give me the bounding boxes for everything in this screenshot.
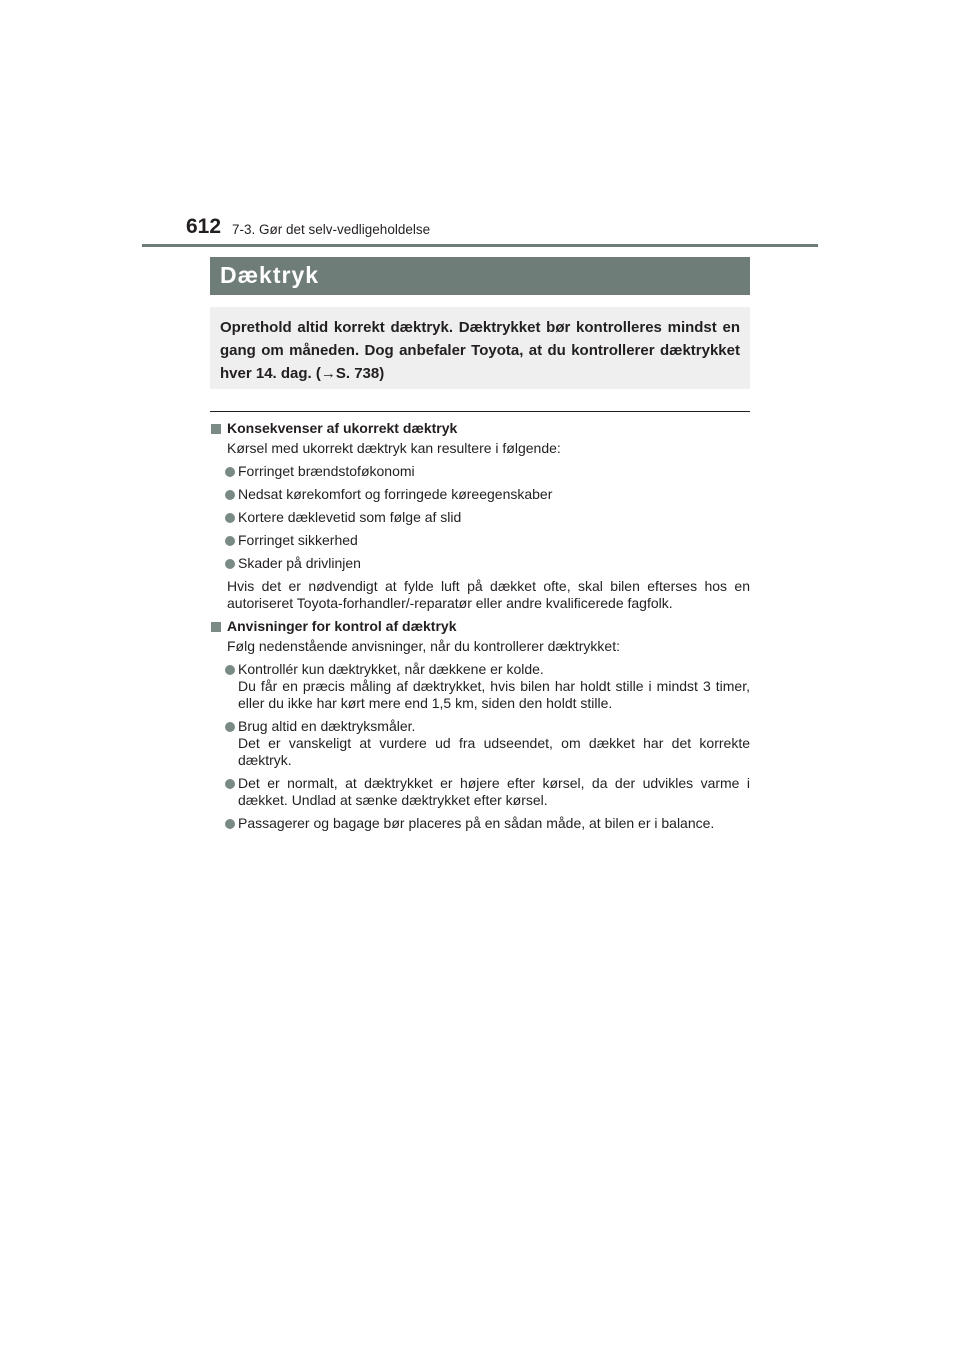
section-lead: Kørsel med ukorrekt dæktryk kan resultere i følgende: xyxy=(227,440,561,456)
page-ref-arrow-icon: → xyxy=(320,365,336,382)
circle-bullet-icon xyxy=(225,722,235,732)
list-item xyxy=(210,486,750,503)
circle-bullet-icon xyxy=(225,467,235,477)
circle-bullet-icon xyxy=(225,779,235,789)
content xyxy=(210,420,750,838)
square-bullet-icon xyxy=(211,424,221,434)
circle-bullet-icon xyxy=(225,559,235,569)
list-item-text: Det er normalt, at dæktrykket er højere efter kørsel, da der udvikles varme i dækket. Undlad at sænke dæktrykket efter kørsel. xyxy=(238,775,750,808)
list-item xyxy=(210,555,750,572)
list-item-text: Forringet sikkerhed xyxy=(238,532,358,548)
list-item-detail: Det er vanskeligt at vurdere ud fra udseendet, om dækket har det korrekte dæktryk. xyxy=(238,735,750,768)
section-heading-text: Konsekvenser af ukorrekt dæktryk xyxy=(227,420,458,436)
section-lead: Følg nedenstående anvisninger, når du kontrollerer dæktrykket: xyxy=(227,638,620,654)
circle-bullet-icon xyxy=(225,536,235,546)
list-item xyxy=(210,718,750,769)
list-item-text: Passagerer og bagage bør placeres på en sådan måde, at bilen er i balance. xyxy=(238,815,715,831)
square-bullet-icon xyxy=(211,622,221,632)
list-item-text: Skader på drivlinjen xyxy=(238,555,361,571)
page-title: Dæktryk xyxy=(210,257,750,295)
list-item-text: Forringet brændstoføkonomi xyxy=(238,463,415,479)
section-heading xyxy=(210,618,750,635)
section-heading xyxy=(210,420,750,437)
circle-bullet-icon xyxy=(225,490,235,500)
header-rule xyxy=(142,244,818,247)
page-ref-link[interactable]: S. 738) xyxy=(335,365,385,382)
list-item xyxy=(210,509,750,526)
intro-text: Oprethold altid korrekt dæktryk. Dæktrykket bør kontrolleres mindst en gang om måneden. Dog anbefaler Toyota, at du kontrollerer dæktrykket hver 14. dag. ( xyxy=(220,319,740,382)
circle-bullet-icon xyxy=(225,665,235,675)
list-item xyxy=(210,661,750,712)
page-number: 612 xyxy=(186,215,222,238)
section-label: 7-3. Gør det selv-vedligeholdelse xyxy=(232,222,431,237)
list-item-text: Kortere dæklevetid som følge af slid xyxy=(238,509,462,525)
list-item-text: Brug altid en dæktryksmåler. xyxy=(238,718,416,734)
section-heading-text: Anvisninger for kontrol af dæktryk xyxy=(227,618,457,634)
list-item-detail: Du får en præcis måling af dæktrykket, hvis bilen har holdt stille i mindst 3 timer, eller du ikke har kørt mere end 1,5 km, siden den holdt stille. xyxy=(238,678,750,711)
list-item xyxy=(210,532,750,549)
list-item xyxy=(210,815,750,832)
divider xyxy=(210,411,750,412)
list-item-text: Kontrollér kun dæktrykket, når dækkene er kolde. xyxy=(238,661,544,677)
intro-box xyxy=(210,307,750,389)
list-item xyxy=(210,775,750,809)
list-item-text: Nedsat kørekomfort og forringede køreegenskaber xyxy=(238,486,553,502)
list-item xyxy=(210,463,750,480)
circle-bullet-icon xyxy=(225,513,235,523)
section-note: Hvis det er nødvendigt at fylde luft på dækket ofte, skal bilen efterses hos en autoriseret Toyota-forhandler/-reparatør eller andre kvalificerede fagfolk. xyxy=(227,578,750,611)
circle-bullet-icon xyxy=(225,819,235,829)
